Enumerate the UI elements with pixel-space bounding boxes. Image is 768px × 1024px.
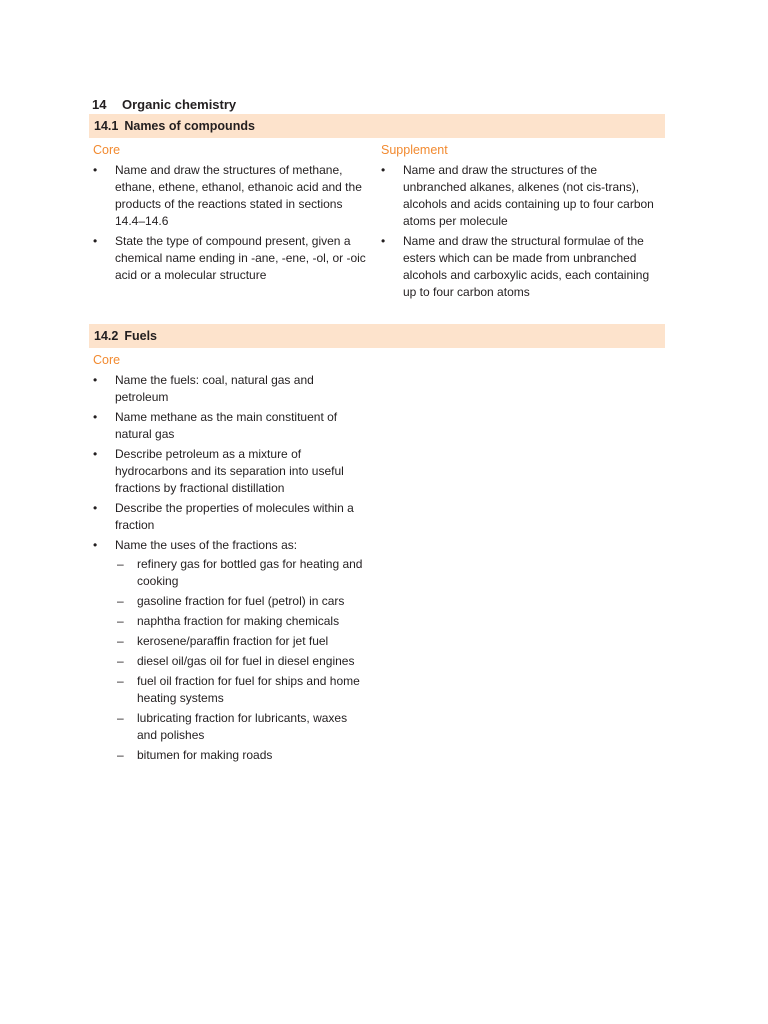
- core-column: [89, 348, 379, 764]
- bullet-icon: •: [381, 163, 386, 177]
- core-column: [89, 138, 377, 304]
- list-item: [89, 162, 377, 230]
- sub-list-item: [115, 710, 369, 744]
- dash-icon: –: [117, 654, 124, 668]
- bullet-icon: •: [93, 447, 98, 461]
- item-text: bitumen for making roads: [137, 748, 273, 762]
- item-text: Name the uses of the fractions as:: [115, 538, 298, 552]
- dash-icon: –: [117, 674, 124, 688]
- core-label: Core: [93, 143, 121, 157]
- chapter-number: 14: [92, 97, 107, 112]
- list-item: [89, 372, 379, 406]
- bullet-icon: •: [93, 538, 98, 552]
- syllabus-page: [89, 96, 665, 767]
- section-number: 14.2: [94, 329, 119, 343]
- dash-icon: –: [117, 748, 124, 762]
- fraction-uses-list: [115, 556, 369, 764]
- list-item: [89, 500, 379, 534]
- item-text: lubricating fraction for lubricants, waxes and polishes: [137, 711, 348, 742]
- sub-list-item: [115, 633, 369, 650]
- dash-icon: –: [117, 557, 124, 571]
- section-header: [89, 114, 665, 138]
- dash-icon: –: [117, 634, 124, 648]
- sub-list-item: [115, 613, 369, 630]
- chapter-name: Organic chemistry: [122, 97, 237, 112]
- item-text: naphtha fraction for making chemicals: [137, 614, 340, 628]
- item-text: diesel oil/gas oil for fuel in diesel engines: [137, 654, 355, 668]
- item-text: Describe petroleum as a mixture of hydrocarbons and its separation into useful fractions by fractional distillation: [115, 447, 344, 495]
- core-label: Core: [93, 353, 121, 367]
- list-item: [89, 537, 379, 764]
- item-text: Name and draw the structural formulae of the esters which can be made from unbranched alcohols and carboxylic acids, each containing up to four carbon atoms: [403, 234, 650, 299]
- item-text: Name methane as the main constituent of natural gas: [115, 410, 338, 441]
- item-text: gasoline fraction for fuel (petrol) in cars: [137, 594, 345, 608]
- section-title: Names of compounds: [124, 119, 255, 133]
- item-text: refinery gas for bottled gas for heating and cooking: [137, 557, 363, 588]
- dash-icon: –: [117, 711, 124, 725]
- list-item: [89, 446, 379, 497]
- dash-icon: –: [117, 614, 124, 628]
- chapter-title: [92, 96, 665, 114]
- bullet-icon: •: [381, 234, 386, 248]
- bullet-icon: •: [93, 163, 98, 177]
- section-number: 14.1: [94, 119, 119, 133]
- list-item: [89, 233, 377, 284]
- list-item: [89, 409, 379, 443]
- item-text: Name and draw the structures of methane, ethane, ethene, ethanol, ethanoic acid and the products of the reactions stated in sections 14.4–14.6: [115, 163, 362, 228]
- item-text: kerosene/paraffin fraction for jet fuel: [137, 634, 329, 648]
- sub-list-item: [115, 653, 369, 670]
- bullet-icon: •: [93, 234, 98, 248]
- section-names-of-compounds: [89, 114, 665, 304]
- section-title: Fuels: [124, 329, 157, 343]
- list-item: [377, 162, 665, 230]
- sub-list-item: [115, 747, 369, 764]
- item-text: Describe the properties of molecules within a fraction: [115, 501, 354, 532]
- item-text: fuel oil fraction for fuel for ships and home heating systems: [137, 674, 360, 705]
- sub-list-item: [115, 673, 369, 707]
- item-text: State the type of compound present, given a chemical name ending in -ane, -ene, -ol, or -oic acid or a molecular structure: [115, 234, 366, 282]
- bullet-icon: •: [93, 373, 98, 387]
- bullet-icon: •: [93, 410, 98, 424]
- section-header: [89, 324, 665, 348]
- bullet-icon: •: [93, 501, 98, 515]
- supplement-column: [377, 138, 665, 304]
- item-text: Name the fuels: coal, natural gas and petroleum: [115, 373, 314, 404]
- dash-icon: –: [117, 594, 124, 608]
- list-item: [377, 233, 665, 301]
- supplement-label: Supplement: [381, 143, 448, 157]
- section-fuels: [89, 324, 665, 764]
- item-text: Name and draw the structures of the unbranched alkanes, alkenes (not cis-trans), alcohols and acids containing up to four carbon atoms per molecule: [403, 163, 654, 228]
- sub-list-item: [115, 556, 369, 590]
- sub-list-item: [115, 593, 369, 610]
